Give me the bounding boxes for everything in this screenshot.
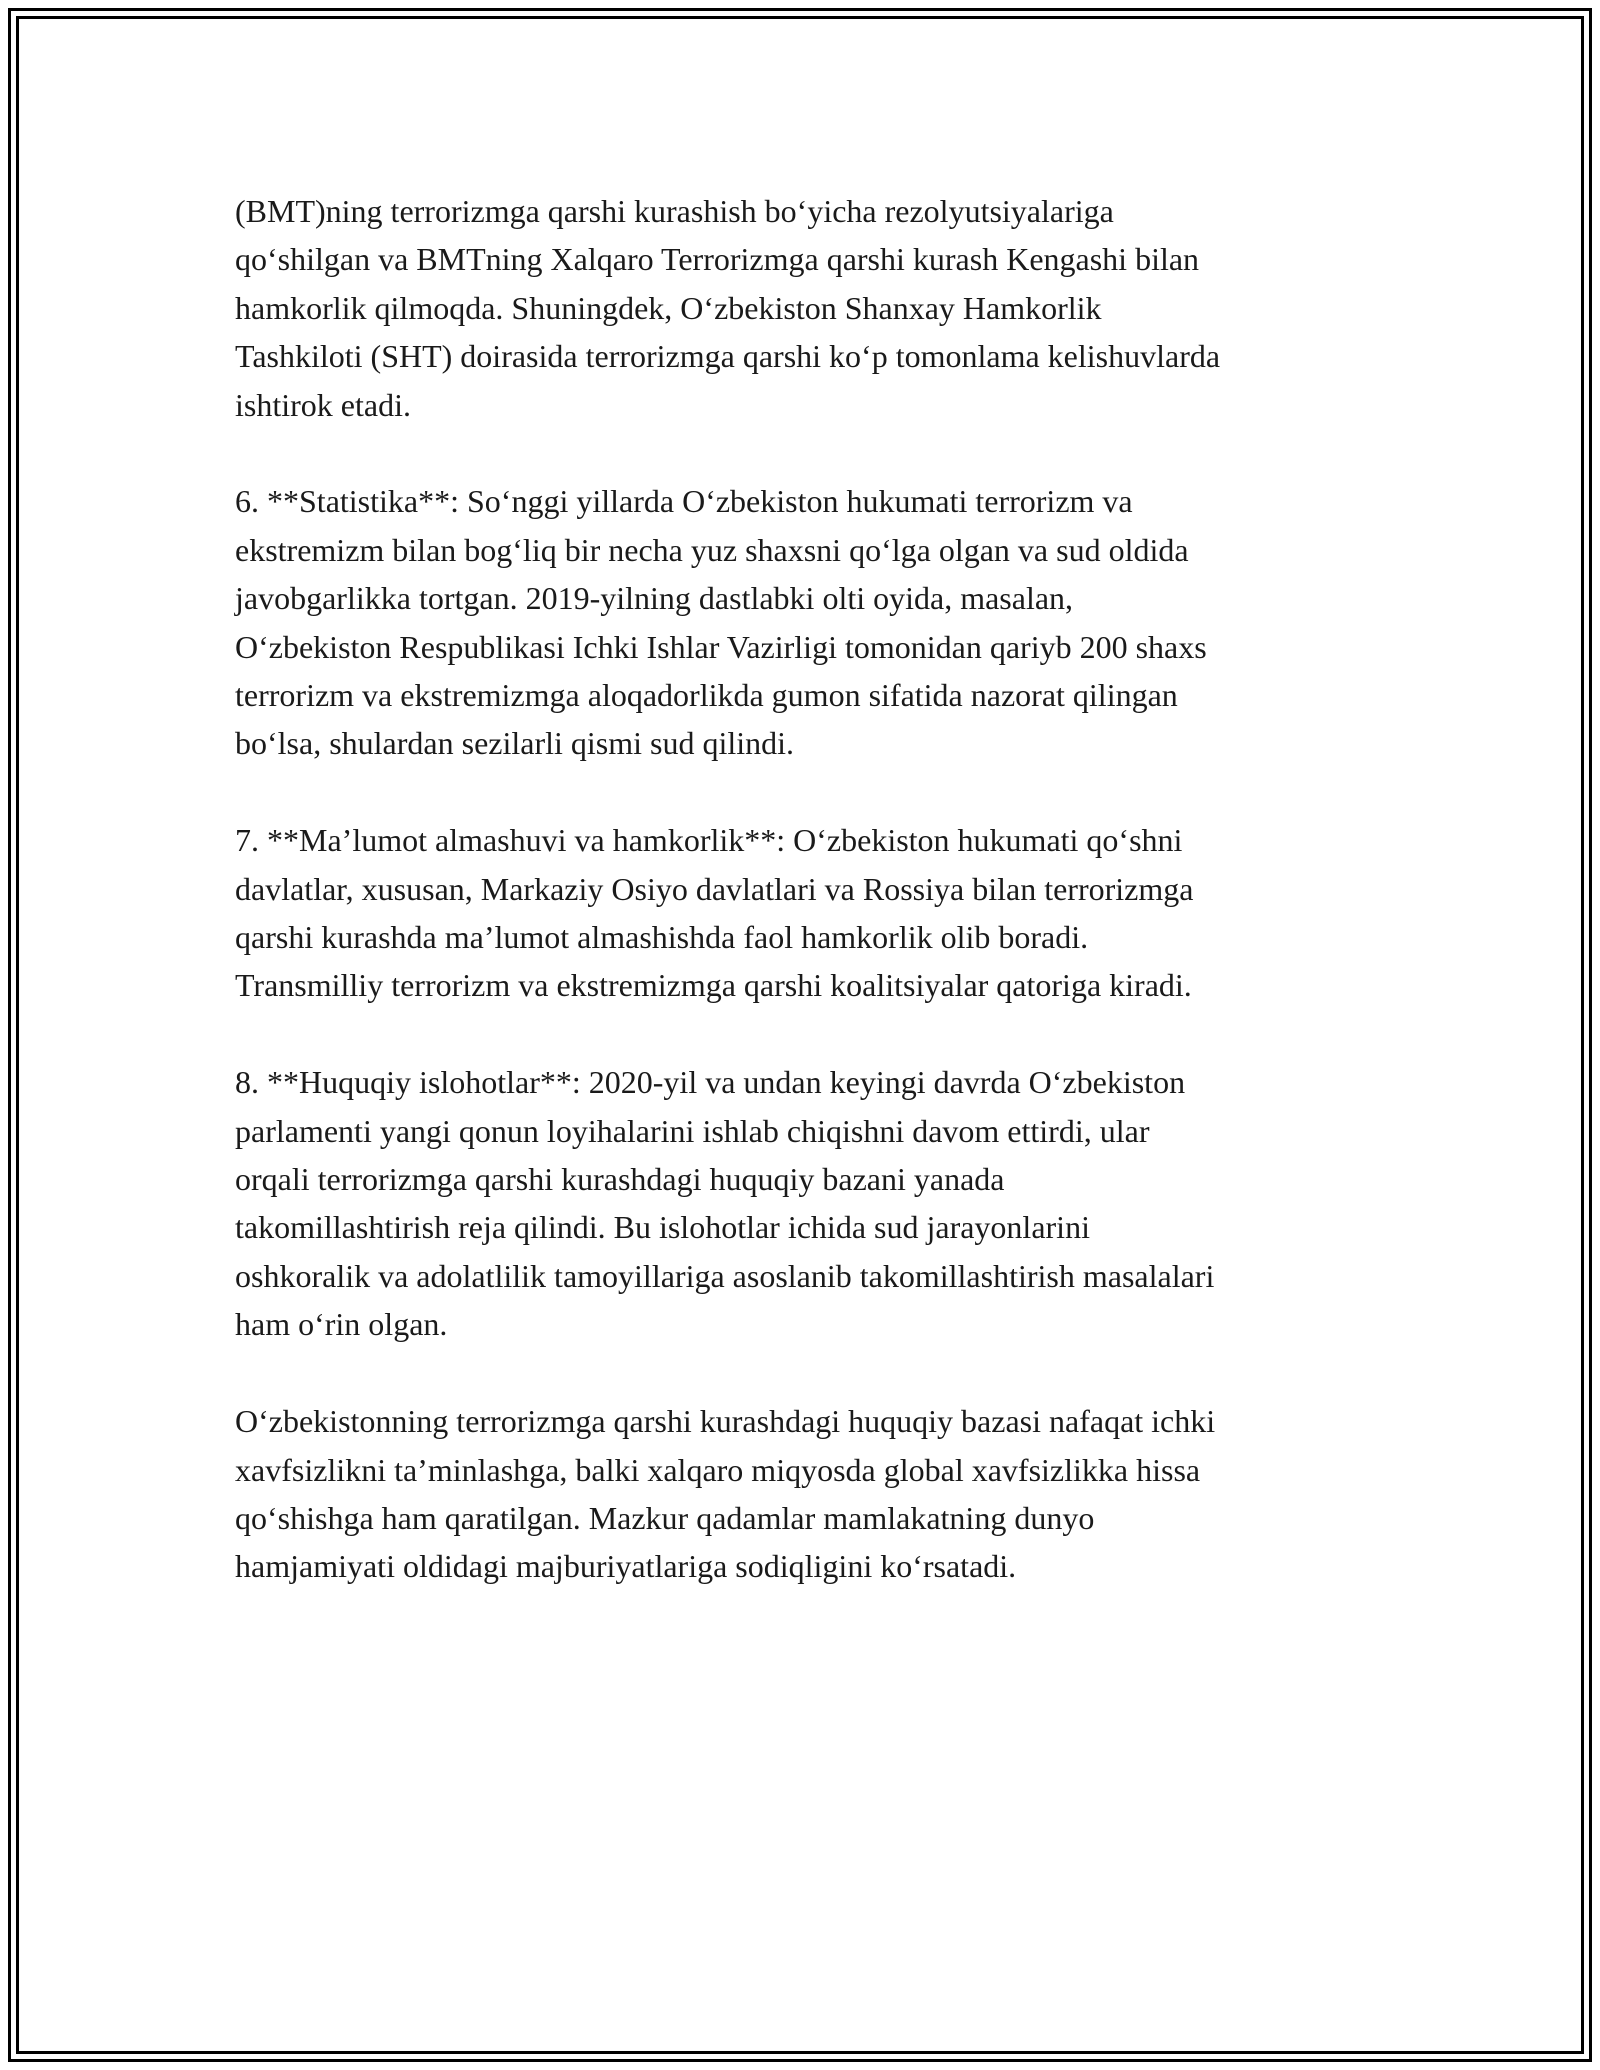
paragraph-bmt-cooperation: (BMT)ning terrorizmga qarshi kurashish bo‘yicha rezolyutsiyalariga qo‘shilgan va BMTning Xalqaro Terrorizmga qarshi kurash Kengashi bilan hamkorlik qilmoqda. Shuningdek, O‘zbekiston Shanxay Hamkorlik Tashkiloti (SHT) doirasida terrorizmga qarshi ko‘p tomonlama kelishuvlarda ishtirok etadi.: [235, 193, 1221, 423]
paragraph-information-exchange: 7. **Ma’lumot almashuvi va hamkorlik**: O‘zbekiston hukumati qo‘shni davlatlar, xususan, Markaziy Osiyo davlatlari va Rossiya bilan terrorizmga qarshi kurashda ma’lumot almashishda faol hamkorlik olib boradi. Transmilliy terrorizm va ekstremizmga qarshi koalitsiyalar qatoriga kiradi.: [235, 822, 1194, 1004]
paragraph-statistics: 6. **Statistika**: So‘nggi yillarda O‘zbekiston hukumati terrorizm va ekstremizm bilan bog‘liq bir necha yuz shaxsni qo‘lga olgan va sud oldida javobgarlikka tortgan. 2019-yilning dastlabki olti oyida, masalan, O‘zbekiston Respublikasi Ichki Ishlar Vazirligi tomonidan qariyb 200 shaxs terrorizm va ekstremizmga aloqadorlikda gumon sifatida nazorat qilingan bo‘lsa, shulardan sezilarli qismi sud qilindi.: [235, 483, 1207, 762]
paragraph-conclusion: O‘zbekistonning terrorizmga qarshi kurashdagi huquqiy bazasi nafaqat ichki xavfsizlikni ta’minlashga, balki xalqaro miqyosda global xavfsizlikka hissa qo‘shishga ham qaratilgan. Mazkur qadamlar mamlakatning dunyo hamjamiyati oldidagi majburiyatlariga sodiqligini ko‘rsatadi.: [235, 1403, 1216, 1585]
document-body: [235, 187, 1385, 1639]
paragraph-legal-reforms: 8. **Huquqiy islohotlar**: 2020-yil va undan keyingi davrda O‘zbekiston parlamenti yangi qonun loyihalarini ishlab chiqishni davom ettirdi, ular orqali terrorizmga qarshi kurashdagi huquqiy bazani yanada takomillashtirish reja qilindi. Bu islohotlar ichida sud jarayonlarini oshkoralik va adolatlilik tamoyillariga asoslanib takomillashtirish masalalari ham o‘rin olgan.: [235, 1064, 1215, 1343]
